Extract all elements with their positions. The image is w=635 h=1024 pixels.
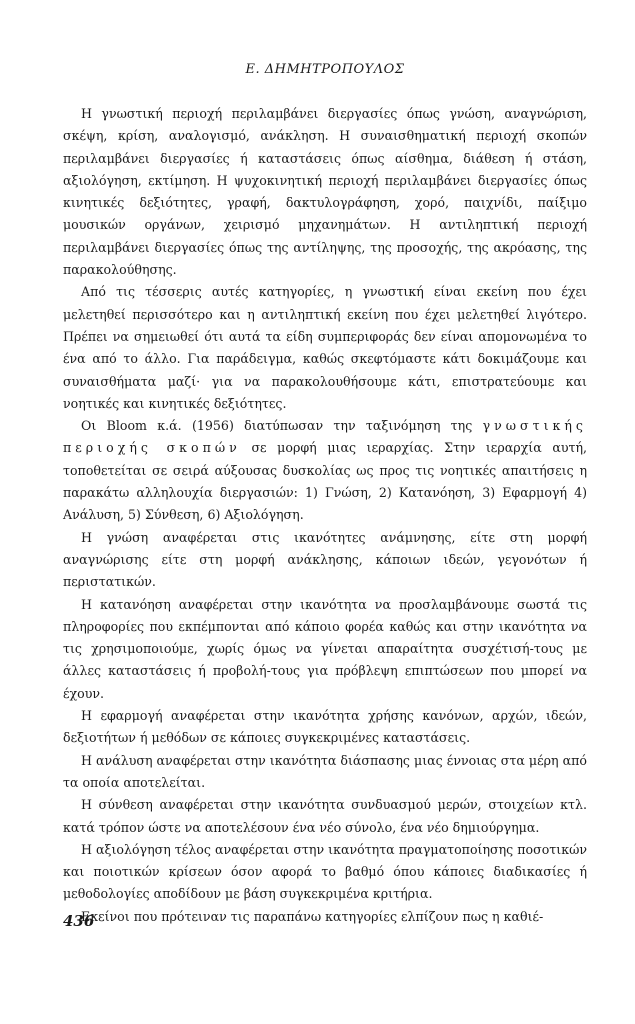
paragraph-analysis: Η ανάλυση αναφέρεται στην ικανότητα διάσπασης μιας έννοιας στα μέρη από τα οποία αποτελείται. (63, 752, 587, 790)
paragraph-closing: Εκείνοι που πρότειναν τις παραπάνω κατηγορίες ελπίζουν πως η καθιέ- (81, 908, 544, 924)
bloom-text-before: Οι Bloom κ.ά. (1956) διατύπωσαν την ταξινόμηση της (81, 418, 483, 434)
page (63, 62, 587, 928)
paragraph-synthesis: Η σύνθεση αναφέρεται στην ικανότητα συνδυασμού μερών, στοιχείων κτλ. κατά τρόπον ώστε να αποτελέσουν ένα νέο σύνολο, ένα νέο δημιούργημα. (63, 797, 587, 835)
paragraph-comprehension: Η κατανόηση αναφέρεται στην ικανότητα να προσλαμβάνουμε σωστά τις πληροφορίες που εκπέμπονται από κάποιο φορέα καθώς και στην ικανότητα να τις χρησιμοποιούμε, χωρίς όμως να γίνεται απαραίτητα συσχέτισή-τους με άλλες καταστάσεις ή προβολή-τους για πρόβλεψη επιπτώσεων που μπορεί να έχουν. (63, 596, 587, 701)
running-head: Ε. ΔΗΜΗΤΡΟΠΟΥΛΟΣ (245, 62, 405, 77)
paragraph-bloom-taxonomy (63, 415, 587, 526)
paragraph-application: Η εφαρμογή αναφέρεται στην ικανότητα χρήσης κανόνων, αρχών, ιδεών, δεξιοτήτων ή μεθόδων σε κάποιες συγκεκριμένες καταστάσεις. (63, 708, 587, 746)
page-number: 436 (63, 912, 95, 930)
paragraph-cognitive-domains: Η γνωστική περιοχή περιλαμβάνει διεργασίες όπως γνώση, αναγνώριση, σκέψη, κρίση, αναλογισμό, ανάκληση. Η συναισθηματική περιοχή σκοπών περιλαμβάνει διεργασίες ή καταστάσεις όπως αίσθημα, διάθεση ή στάση, αξιολόγηση, εκτίμηση. Η ψυχοκινητική περιοχή περιλαμβάνει διεργασίες όπως κινητικές δεξιότητες, γραφή, δακτυλογράφηση, χορό, παιχνίδι, παίξιμο μουσικών οργάνων, χειρισμό μηχανημάτων. Η αντιληπτική περιοχή περιλαμβάνει διεργασίες όπως της αντίληψης, της προσοχής, της ακρόασης, της παρακολούθησης. (63, 106, 587, 278)
paragraph-evaluation: Η αξιολόγηση τέλος αναφέρεται στην ικανότητα πραγματοποίησης ποσοτικών και ποιοτικών κρίσεων όσον αφορά το βαθμό όπου κάποιες διαδικασίες ή μεθοδολογίες αποδίδουν με βάση συγκεκριμένα κριτήρια. (63, 841, 587, 902)
body-text (63, 103, 587, 928)
bloom-emphasis-spaced: γνωστικής περιοχής σκοπών (63, 418, 587, 456)
paragraph-knowledge: Η γνώση αναφέρεται στις ικανότητες ανάμνησης, είτε στη μορφή αναγνώρισης είτε στη μορφή ανάκλησης, κάποιων ιδεών, γεγονότων ή περιστατικών. (63, 529, 587, 590)
paragraph-categories-studied: Από τις τέσσερις αυτές κατηγορίες, η γνωστική είναι εκείνη που έχει μελετηθεί περισσότερο και η αντιληπτική εκείνη που έχει μελετηθεί λιγότερο. Πρέπει να σημειωθεί ότι αυτά τα είδη συμπεριφοράς δεν είναι απομονωμένα το ένα από το άλλο. Για παράδειγμα, καθώς σκεφτόμαστε κάτι δοκιμάζουμε και συναισθήματα μαζί· για να παρακολουθήσουμε κάτι, επιστρατεύουμε και νοητικές και κινητικές δεξιότητες. (63, 284, 587, 411)
bloom-text-after: σε μορφή μιας ιεραρχίας. Στην ιεραρχία αυτή, τοποθετείται σε σειρά αύξουσας δυσκολίας ως προς τις νοητικές απαιτήσεις η παρακάτω αλληλουχία διεργασιών: 1) Γνώση, 2) Κατανόηση, 3) Εφαρμογή 4) Ανάλυση, 5) Σύνθεση, 6) Αξιολόγηση. (63, 440, 587, 523)
